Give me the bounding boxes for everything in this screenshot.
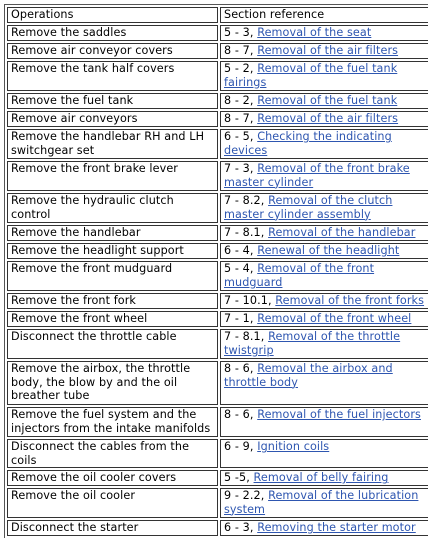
operation-cell: Remove the tank half covers [7, 61, 218, 91]
table-row [7, 93, 428, 109]
section-link[interactable]: Removing the starter motor [257, 521, 416, 535]
section-link[interactable]: Removal of the lubrication system [224, 489, 419, 516]
section-number: 8 - 6, [224, 362, 254, 375]
operation-cell: Remove the handlebar [7, 225, 218, 241]
table-row [7, 520, 428, 536]
section-link[interactable]: Removal of the handlebar [268, 226, 416, 239]
section-number: 5 - 3, [224, 26, 254, 39]
section-link[interactable]: Removal of the air filters [257, 112, 399, 125]
section-reference-cell [220, 225, 428, 241]
section-number: 5 - 2, [224, 62, 254, 75]
section-link[interactable]: Removal of the fuel tank fairings [224, 62, 398, 89]
operation-cell: Remove the oil cooler [7, 488, 218, 518]
operation-cell: Remove the front mudguard [7, 261, 218, 291]
section-reference-cell [220, 129, 428, 159]
operation-cell: Remove the airbox, the throttle body, the blow by and the oil breather tube [7, 361, 218, 405]
table-header-row [7, 7, 428, 23]
operation-cell: Disconnect the starter [7, 520, 218, 536]
table-row [7, 61, 428, 91]
table-row [7, 225, 428, 241]
operation-cell: Remove the front brake lever [7, 161, 218, 191]
section-reference-cell [220, 520, 428, 536]
section-link[interactable]: Removal of the throttle twistgrip [224, 330, 401, 357]
table-row [7, 161, 428, 191]
section-number: 6 - 5, [224, 130, 254, 143]
section-reference-cell [220, 407, 428, 437]
section-link[interactable]: Renewal of the headlight [257, 244, 400, 257]
section-link[interactable]: Removal of the fuel tank [257, 94, 398, 107]
operation-cell: Disconnect the throttle cable [7, 329, 218, 359]
section-link[interactable]: Removal the airbox and throttle body [224, 362, 393, 389]
table-row [7, 311, 428, 327]
section-reference-cell [220, 261, 428, 291]
section-link[interactable]: Ignition coils [257, 440, 330, 453]
table-row [7, 129, 428, 159]
table-row [7, 329, 428, 359]
table-row [7, 470, 428, 486]
operation-cell: Remove the fuel system and the injectors from the intake manifolds [7, 407, 218, 437]
table-row [7, 25, 428, 41]
table-row [7, 488, 428, 518]
table-row [7, 361, 428, 405]
section-reference-cell [220, 311, 428, 327]
section-number: 8 - 7, [224, 112, 254, 125]
section-reference-cell [220, 61, 428, 91]
section-reference-cell [220, 439, 428, 468]
section-reference-cell [220, 470, 428, 486]
operation-cell: Remove the oil cooler covers [7, 470, 218, 486]
section-reference-cell [220, 43, 428, 59]
section-reference-cell [220, 488, 428, 518]
section-number: 6 - 9, [224, 440, 254, 453]
procedure-table [4, 4, 428, 538]
operation-cell: Remove air conveyor covers [7, 43, 218, 59]
procedure-table-container [4, 4, 428, 544]
section-reference-cell [220, 111, 428, 127]
section-number: 6 - 3, [224, 521, 254, 535]
section-link[interactable]: Checking the indicating devices [224, 130, 392, 157]
section-number: 7 - 10.1, [224, 294, 272, 307]
table-row [7, 243, 428, 259]
operation-cell: Remove the hydraulic clutch control [7, 193, 218, 223]
section-reference-cell [220, 93, 428, 109]
section-number: 8 - 7, [224, 44, 254, 57]
table-row [7, 43, 428, 59]
section-number: 7 - 8.2, [224, 194, 265, 207]
operation-cell: Remove the front fork [7, 293, 218, 309]
operation-cell: Remove the fuel tank [7, 93, 218, 109]
section-number: 5 -5, [224, 471, 250, 485]
section-link[interactable]: Removal of the fuel injectors [257, 408, 421, 421]
section-link[interactable]: Removal of the air filters [257, 44, 399, 57]
section-link[interactable]: Removal of the front mudguard [224, 262, 375, 289]
section-reference-header: Section reference [220, 7, 428, 23]
section-reference-cell [220, 329, 428, 359]
operation-cell: Remove the headlight support [7, 243, 218, 259]
table-row [7, 439, 428, 468]
table-row [7, 261, 428, 291]
operation-cell: Remove air conveyors [7, 111, 218, 127]
section-number: 8 - 6, [224, 408, 254, 421]
operations-header: Operations [7, 7, 218, 23]
section-reference-cell [220, 361, 428, 405]
section-number: 7 - 8.1, [224, 226, 265, 239]
section-link[interactable]: Removal of the seat [257, 26, 372, 39]
section-number: 7 - 8.1, [224, 330, 265, 343]
operation-cell: Disconnect the cables from the coils [7, 439, 218, 468]
table-row [7, 193, 428, 223]
table-row [7, 111, 428, 127]
section-link[interactable]: Removal of the front forks [275, 294, 425, 307]
operation-cell: Remove the front wheel [7, 311, 218, 327]
section-number: 8 - 2, [224, 94, 254, 107]
section-number: 7 - 1, [224, 312, 254, 325]
operation-cell: Remove the saddles [7, 25, 218, 41]
section-link[interactable]: Removal of the front wheel [257, 312, 412, 325]
section-reference-cell [220, 161, 428, 191]
section-reference-cell [220, 193, 428, 223]
section-reference-cell [220, 243, 428, 259]
section-number: 9 - 2.2, [224, 489, 265, 503]
section-number: 7 - 3, [224, 162, 254, 175]
operation-cell: Remove the handlebar RH and LH switchgear set [7, 129, 218, 159]
section-link[interactable]: Removal of the clutch master cylinder assembly [224, 194, 393, 221]
table-row [7, 407, 428, 437]
section-link[interactable]: Removal of the front brake master cylinder [224, 162, 410, 189]
section-reference-cell [220, 25, 428, 41]
section-reference-cell [220, 293, 428, 309]
section-number: 6 - 4, [224, 244, 254, 257]
table-row [7, 293, 428, 309]
section-number: 5 - 4, [224, 262, 254, 275]
table-body [7, 7, 428, 536]
section-link[interactable]: Removal of belly fairing [253, 471, 389, 485]
